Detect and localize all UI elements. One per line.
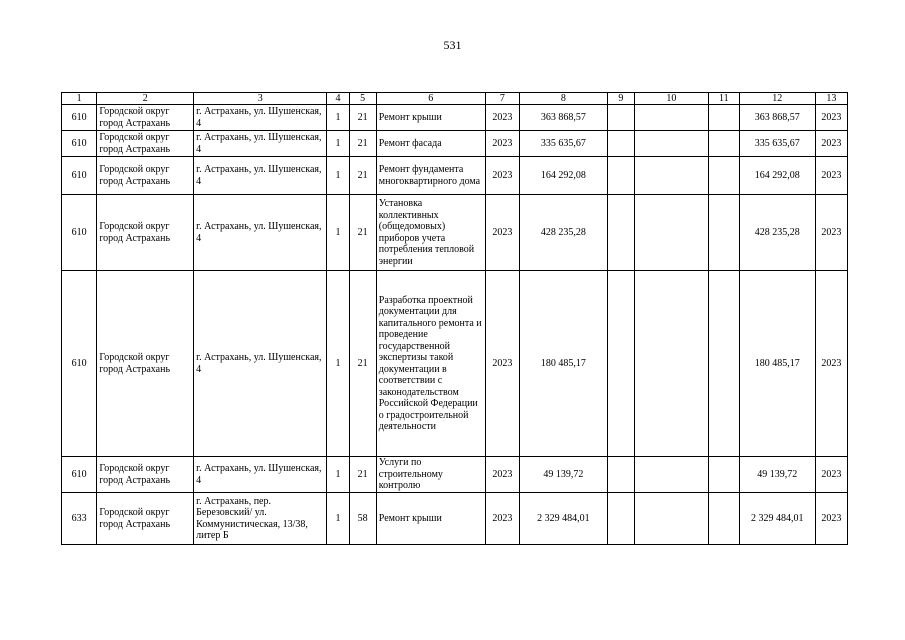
completion-year-cell: 2023	[815, 493, 847, 545]
table-row	[62, 457, 848, 493]
row-number-cell: 610	[62, 195, 97, 271]
year-cell: 2023	[485, 493, 519, 545]
col-5-value-cell: 58	[349, 493, 376, 545]
municipality-cell: Городской округ город Астрахань	[97, 157, 194, 195]
col-11-value-cell	[708, 457, 739, 493]
capital-repair-table	[61, 92, 848, 545]
completion-year-cell: 2023	[815, 195, 847, 271]
municipality-cell: Городской округ город Астрахань	[97, 105, 194, 131]
total-cost-cell: 2 329 484,01	[739, 493, 815, 545]
col-9-value-cell	[607, 195, 634, 271]
total-cost-cell: 428 235,28	[739, 195, 815, 271]
work-type-cell: Услуги по строительному контролю	[376, 457, 485, 493]
col-5-value-cell: 21	[349, 271, 376, 457]
cost-cell: 428 235,28	[520, 195, 608, 271]
column-header: 3	[194, 93, 327, 105]
total-cost-cell: 363 868,57	[739, 105, 815, 131]
col-10-value-cell	[635, 157, 709, 195]
column-number-row	[62, 93, 848, 105]
address-cell: г. Астрахань, ул. Шушенская, 4	[194, 457, 327, 493]
column-header: 11	[708, 93, 739, 105]
address-cell: г. Астрахань, ул. Шушенская, 4	[194, 131, 327, 157]
col-10-value-cell	[635, 131, 709, 157]
municipality-cell: Городской округ город Астрахань	[97, 457, 194, 493]
col-9-value-cell	[607, 493, 634, 545]
row-number-cell: 610	[62, 457, 97, 493]
address-cell: г. Астрахань, ул. Шушенская, 4	[194, 195, 327, 271]
work-type-cell: Ремонт фасада	[376, 131, 485, 157]
completion-year-cell: 2023	[815, 157, 847, 195]
municipality-cell: Городской округ город Астрахань	[97, 493, 194, 545]
column-header: 6	[376, 93, 485, 105]
col-5-value-cell: 21	[349, 157, 376, 195]
col-4-value-cell: 1	[327, 105, 349, 131]
col-9-value-cell	[607, 157, 634, 195]
cost-cell: 164 292,08	[520, 157, 608, 195]
table-row	[62, 105, 848, 131]
page-number: 531	[443, 38, 462, 52]
col-11-value-cell	[708, 157, 739, 195]
column-header: 10	[635, 93, 709, 105]
completion-year-cell: 2023	[815, 457, 847, 493]
col-5-value-cell: 21	[349, 195, 376, 271]
completion-year-cell: 2023	[815, 131, 847, 157]
col-10-value-cell	[635, 195, 709, 271]
column-header: 5	[349, 93, 376, 105]
col-10-value-cell	[635, 493, 709, 545]
year-cell: 2023	[485, 195, 519, 271]
col-11-value-cell	[708, 105, 739, 131]
address-cell: г. Астрахань, ул. Шушенская, 4	[194, 105, 327, 131]
column-header: 2	[97, 93, 194, 105]
col-4-value-cell: 1	[327, 271, 349, 457]
completion-year-cell: 2023	[815, 271, 847, 457]
cost-cell: 49 139,72	[520, 457, 608, 493]
row-number-cell: 633	[62, 493, 97, 545]
total-cost-cell: 180 485,17	[739, 271, 815, 457]
col-10-value-cell	[635, 457, 709, 493]
cost-cell: 180 485,17	[520, 271, 608, 457]
total-cost-cell: 335 635,67	[739, 131, 815, 157]
row-number-cell: 610	[62, 271, 97, 457]
municipality-cell: Городской округ город Астрахань	[97, 131, 194, 157]
column-header: 8	[520, 93, 608, 105]
col-5-value-cell: 21	[349, 105, 376, 131]
col-11-value-cell	[708, 493, 739, 545]
table-row	[62, 131, 848, 157]
table-row	[62, 271, 848, 457]
column-header: 7	[485, 93, 519, 105]
col-10-value-cell	[635, 105, 709, 131]
address-cell: г. Астрахань, пер. Березовский/ ул. Коммунистическая, 13/38, литер Б	[194, 493, 327, 545]
table-row	[62, 493, 848, 545]
column-header: 1	[62, 93, 97, 105]
col-9-value-cell	[607, 105, 634, 131]
work-type-cell: Ремонт крыши	[376, 105, 485, 131]
total-cost-cell: 49 139,72	[739, 457, 815, 493]
table-row	[62, 195, 848, 271]
year-cell: 2023	[485, 457, 519, 493]
col-5-value-cell: 21	[349, 131, 376, 157]
work-type-cell: Установка коллективных (общедомовых) приборов учета потребления тепловой энергии	[376, 195, 485, 271]
year-cell: 2023	[485, 271, 519, 457]
col-11-value-cell	[708, 195, 739, 271]
row-number-cell: 610	[62, 105, 97, 131]
completion-year-cell: 2023	[815, 105, 847, 131]
column-header: 12	[739, 93, 815, 105]
col-4-value-cell: 1	[327, 493, 349, 545]
year-cell: 2023	[485, 157, 519, 195]
municipality-cell: Городской округ город Астрахань	[97, 271, 194, 457]
col-5-value-cell: 21	[349, 457, 376, 493]
col-11-value-cell	[708, 131, 739, 157]
col-9-value-cell	[607, 457, 634, 493]
cost-cell: 335 635,67	[520, 131, 608, 157]
address-cell: г. Астрахань, ул. Шушенская, 4	[194, 271, 327, 457]
work-type-cell: Разработка проектной документации для капитального ремонта и проведение государственной экспертизы такой документации в соответствии с законодательством Российской Федерации о градостроительной деятельности	[376, 271, 485, 457]
year-cell: 2023	[485, 105, 519, 131]
row-number-cell: 610	[62, 131, 97, 157]
col-4-value-cell: 1	[327, 131, 349, 157]
row-number-cell: 610	[62, 157, 97, 195]
column-header: 13	[815, 93, 847, 105]
year-cell: 2023	[485, 131, 519, 157]
address-cell: г. Астрахань, ул. Шушенская, 4	[194, 157, 327, 195]
column-header: 9	[607, 93, 634, 105]
col-4-value-cell: 1	[327, 195, 349, 271]
total-cost-cell: 164 292,08	[739, 157, 815, 195]
col-9-value-cell	[607, 131, 634, 157]
col-9-value-cell	[607, 271, 634, 457]
col-10-value-cell	[635, 271, 709, 457]
col-11-value-cell	[708, 271, 739, 457]
work-type-cell: Ремонт фундамента многоквартирного дома	[376, 157, 485, 195]
cost-cell: 2 329 484,01	[520, 493, 608, 545]
table-row	[62, 157, 848, 195]
col-4-value-cell: 1	[327, 457, 349, 493]
column-header: 4	[327, 93, 349, 105]
cost-cell: 363 868,57	[520, 105, 608, 131]
col-4-value-cell: 1	[327, 157, 349, 195]
municipality-cell: Городской округ город Астрахань	[97, 195, 194, 271]
work-type-cell: Ремонт крыши	[376, 493, 485, 545]
